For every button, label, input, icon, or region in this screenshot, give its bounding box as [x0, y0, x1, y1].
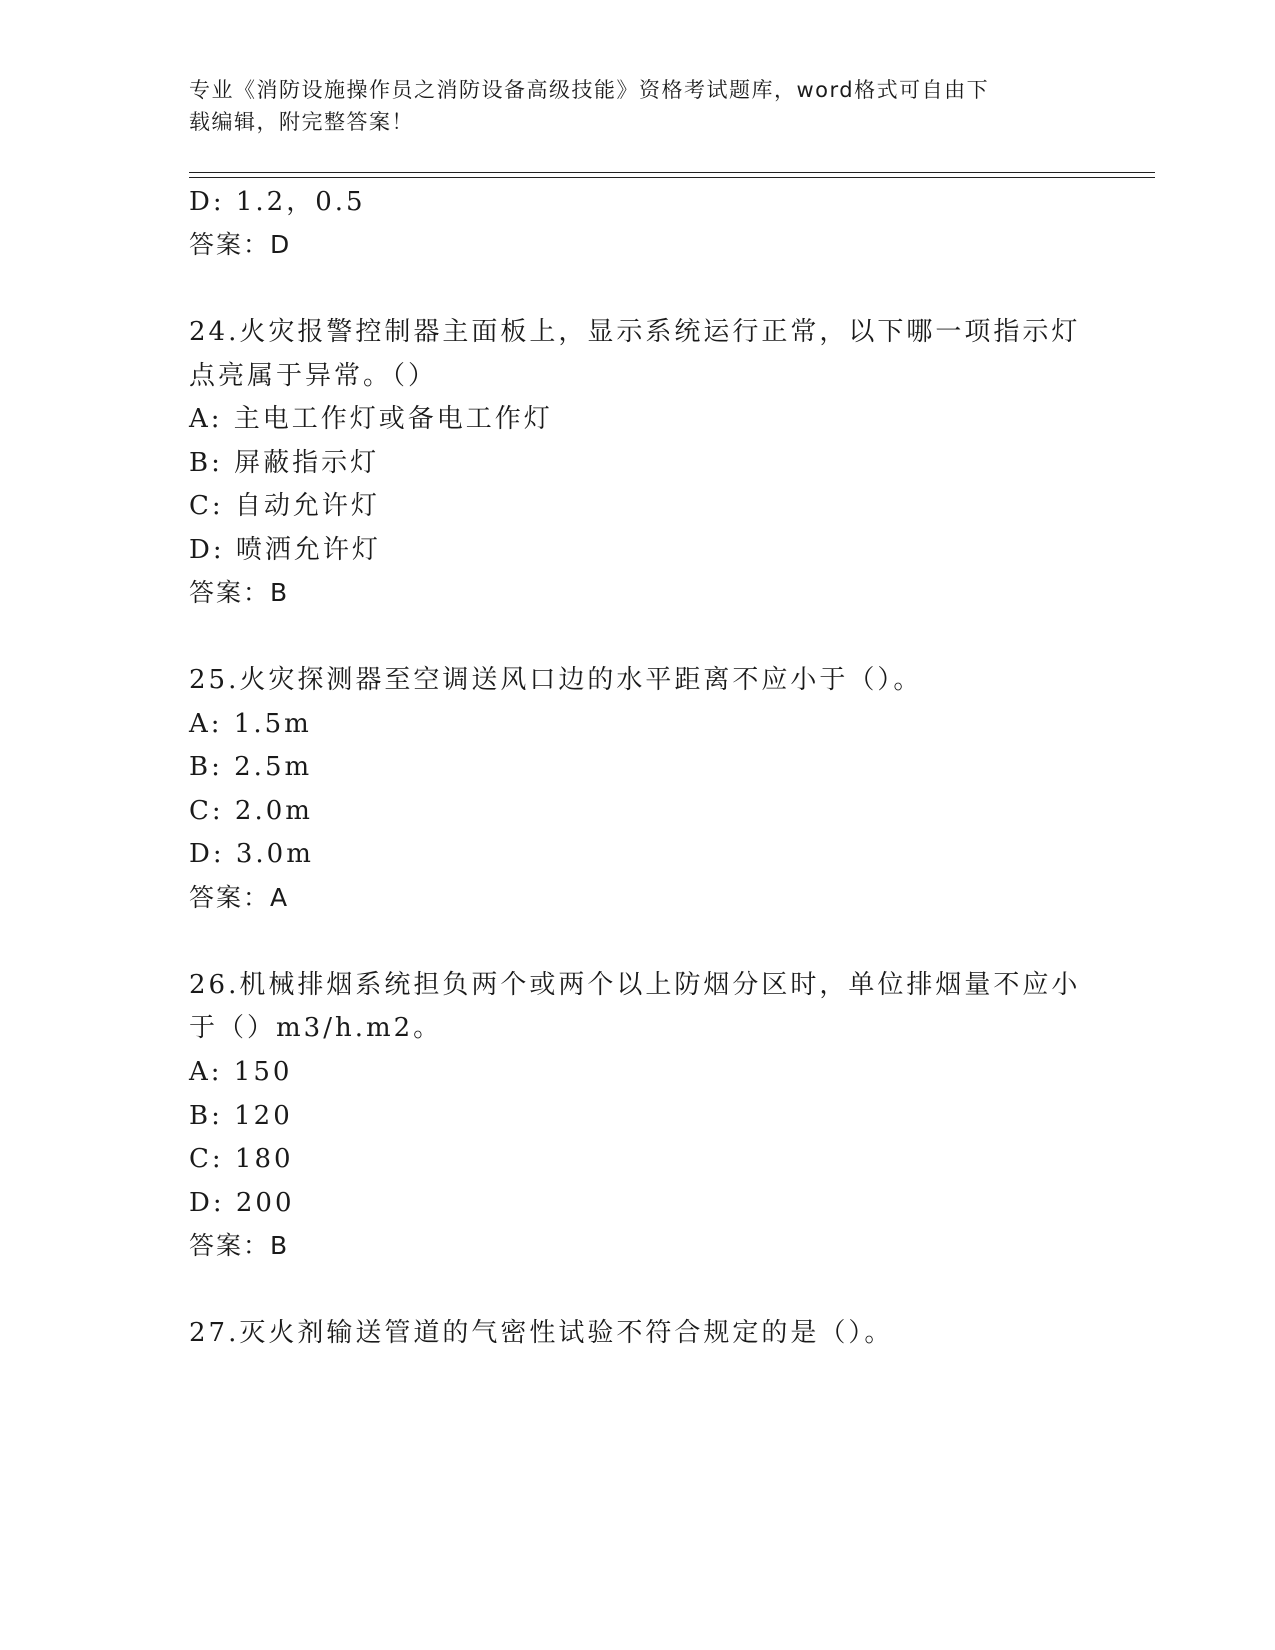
header-line-1: 专业《消防设施操作员之消防设备高级技能》资格考试题库，word格式可自由下: [189, 78, 990, 102]
header-divider-top: [189, 172, 1155, 173]
q24-option-c: C: 自动允许灯: [189, 491, 380, 521]
q25-stem-line-1: 25.火灾探测器至空调送风口边的水平距离不应小于（）。: [189, 665, 923, 695]
q25-option-d: D: 3.0m: [189, 839, 314, 869]
document-header: [189, 74, 1089, 138]
prev-answer: 答案：D: [189, 230, 292, 259]
q26-stem-line-1: 26.机械排烟系统担负两个或两个以上防烟分区时，单位排烟量不应小: [189, 970, 1081, 1000]
q24-answer: 答案：B: [189, 578, 290, 607]
q24-option-b: B: 屏蔽指示灯: [189, 448, 380, 478]
q26-option-c: C: 180: [189, 1144, 294, 1174]
header-line-2: 载编辑，附完整答案！: [189, 110, 414, 134]
q26-option-d: D: 200: [189, 1188, 295, 1218]
q24-stem-line-2: 点亮属于异常。（）: [189, 361, 438, 391]
prev-option-d: D: 1.2，0.5: [189, 187, 366, 217]
q26-option-b: B: 120: [189, 1101, 293, 1131]
q25-answer: 答案：A: [189, 883, 290, 912]
q26-option-a: A: 150: [189, 1057, 293, 1087]
q26-answer: 答案：B: [189, 1231, 290, 1260]
q26-stem-line-2: 于（）m3/h.m2。: [189, 1013, 443, 1043]
q24-option-a: A: 主电工作灯或备电工作灯: [189, 404, 553, 434]
q25-option-a: A: 1.5m: [189, 709, 312, 739]
q27-stem-line-1: 27.灭火剂输送管道的气密性试验不符合规定的是（）。: [189, 1318, 894, 1348]
q24-option-d: D: 喷洒允许灯: [189, 535, 381, 565]
q24-stem-line-1: 24.火灾报警控制器主面板上，显示系统运行正常，以下哪一项指示灯: [189, 317, 1081, 347]
q25-option-c: C: 2.0m: [189, 796, 313, 826]
header-divider-bottom: [189, 177, 1155, 178]
q25-option-b: B: 2.5m: [189, 752, 313, 782]
